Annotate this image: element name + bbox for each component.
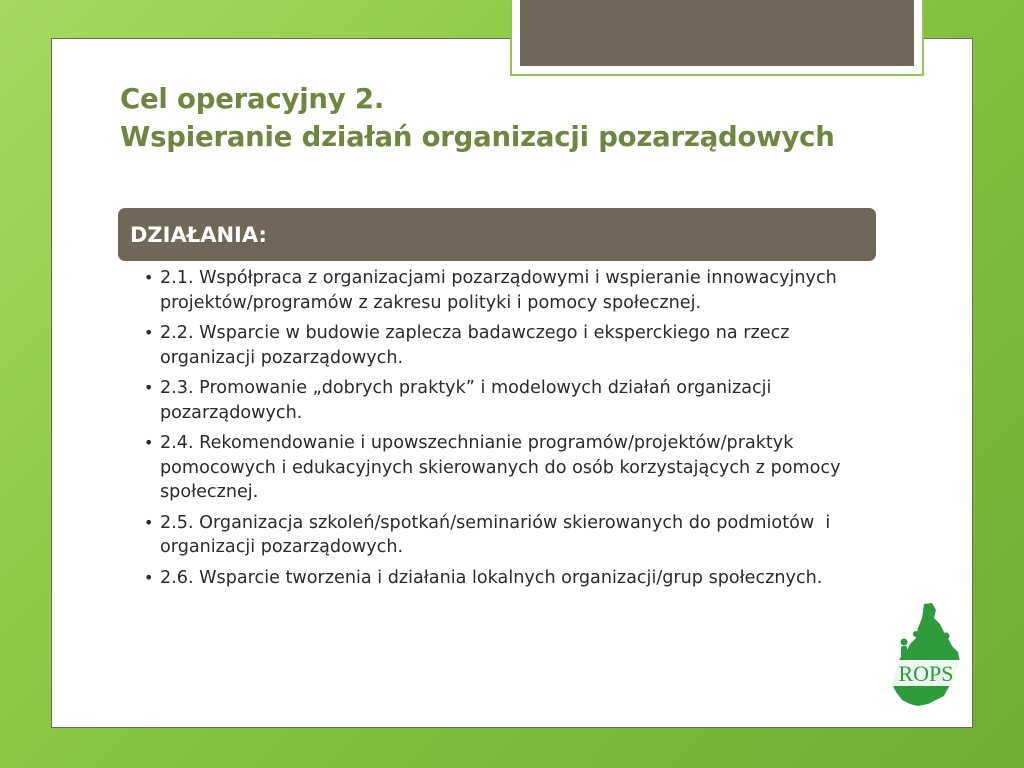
slide-title-line-1: Cel operacyjny 2.	[120, 83, 385, 115]
list-item	[144, 511, 864, 560]
actions-list	[144, 266, 864, 596]
section-header-label: DZIAŁANIA:	[130, 222, 267, 247]
list-item-text: 2.2. Wsparcie w budowie zaplecza badawczego i eksperckiego na rzecz organizacji pozarządowych.	[160, 323, 796, 368]
list-item	[144, 321, 864, 370]
bullet-icon: •	[144, 378, 154, 397]
slide-title	[120, 80, 835, 156]
list-item	[144, 566, 864, 591]
list-item	[144, 431, 864, 505]
list-item-text: 2.4. Rekomendowanie i upowszechnianie programów/projektów/praktyk pomocowych i edukacyjnych skierowanych do osób korzystających z pomocy społecznej.	[160, 433, 847, 502]
bullet-icon: •	[144, 433, 154, 452]
rops-logo	[888, 600, 964, 712]
list-item-text: 2.1. Współpraca z organizacjami pozarządowymi i wspieranie innowacyjnych projektów/programów z zakresu polityki i pomocy społecznej.	[160, 268, 843, 313]
slide-title-line-2: Wspieranie działań organizacji pozarządowych	[120, 121, 835, 153]
rops-logo-text: ROPS	[898, 661, 954, 686]
list-item-text: 2.5. Organizacja szkoleń/spotkań/seminariów skierowanych do podmiotów i organizacji pozarządowych.	[160, 512, 836, 557]
top-decorative-tab	[520, 0, 914, 66]
bullet-icon: •	[144, 323, 154, 342]
bullet-icon: •	[144, 512, 154, 532]
list-item-text: 2.3. Promowanie „dobrych praktyk” i modelowych działań organizacji pozarządowych.	[160, 378, 778, 423]
list-item	[144, 266, 864, 315]
section-header-bar	[118, 208, 876, 261]
bullet-icon: •	[144, 268, 154, 287]
list-item-text: 2.6. Wsparcie tworzenia i działania lokalnych organizacji/grup społecznych.	[160, 567, 823, 588]
list-item	[144, 376, 864, 425]
rops-logo-subtitle: W BIAŁYMSTOKU	[902, 686, 950, 692]
bullet-icon: •	[144, 567, 154, 587]
